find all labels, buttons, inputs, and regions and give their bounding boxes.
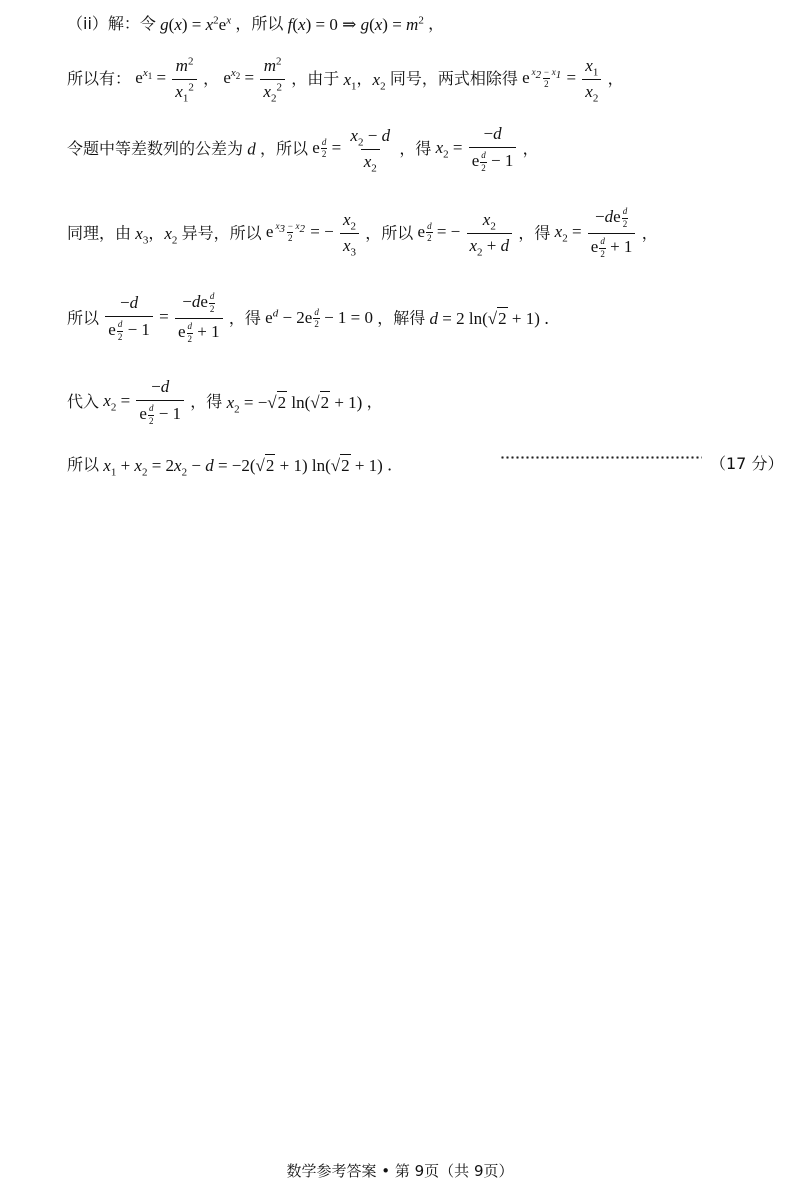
formula-x2-first: $x_2$ = −d e $\frac{d}{2}$ − 1 — [436, 138, 523, 157]
line5-end: ． — [544, 308, 561, 328]
solution-line-7 — [67, 455, 404, 478]
formula-ratio: e $\frac{x_2 - x_1}{2}$ = $\frac{x_1}{x_2}$ — [522, 68, 608, 87]
formula-d-value: d = 2 ln(√2 + 1) — [429, 308, 540, 328]
line3-end: ， — [522, 139, 539, 159]
line4-sep: ， — [148, 223, 165, 243]
solution-line-5 — [67, 292, 560, 345]
formula-e-d-half: e $\frac{d}{2}$ = $\frac{x_2 - d}{x_2}$ — [312, 126, 391, 175]
line7-prefix: 所以 — [67, 455, 100, 475]
solution-line-3 — [67, 125, 539, 173]
var-x2-b: $x_2$ — [164, 223, 178, 247]
line2-prefix: 所以有： — [67, 69, 132, 89]
var-x1: $x_1$ — [343, 69, 357, 93]
formula-g-definition: $g(x) = x^2e^x$ — [160, 13, 232, 34]
formula-f-equiv-g: f(x) = 0 ⇒ $g(x) = m^2$ — [287, 13, 424, 34]
line3-mid2: ，得 — [399, 139, 432, 159]
solution-line-1 — [67, 14, 444, 33]
line1-prefix: （ii）解：令 — [67, 14, 156, 34]
line1-mid: ，所以 — [235, 14, 284, 34]
line6-end: ， — [366, 392, 383, 412]
line4-mid3: ，得 — [518, 223, 551, 243]
line2-comma: ， — [203, 69, 220, 89]
line4-mid1: 异号，所以 — [181, 223, 262, 243]
line6-prefix: 代入 — [67, 392, 100, 412]
formula-e-d-half-2: e $\frac{d}{2}$ = − $\frac{x_2}{x_2 + d}$ — [418, 222, 519, 241]
var-x3: $x_3$ — [135, 223, 149, 247]
formula-equation-d: $e^d - 2e$ $\frac{d}{2}$ − 1 = 0 — [265, 306, 374, 329]
formula-x2-substitute: $x_2$ = −d e $\frac{d}{2}$ − 1 — [103, 391, 190, 410]
line5-mid1: ，得 — [228, 308, 261, 328]
line2-mid1: ，由于 — [291, 69, 340, 89]
formula-final: $x_1 + x_2 = 2x_2 - d = -2(√2 + 1) \ln(√2 + 1)$ — [103, 455, 383, 478]
line5-prefix: 所以 — [67, 308, 100, 328]
formula-ratio-2: e $\frac{x_3 - x_2}{2}$ = − $\frac{x_2}{x_3}$ — [266, 222, 365, 241]
var-x2: $x_2$ — [372, 69, 386, 93]
solution-line-2 — [67, 55, 624, 105]
line5-mid2: ，解得 — [377, 308, 426, 328]
var-d: d — [247, 139, 256, 159]
dotted-leader — [500, 456, 702, 459]
line2-end: ， — [607, 69, 624, 89]
line2-sep: ， — [356, 69, 373, 89]
line3-prefix: 令题中等差数列的公差为 — [67, 139, 244, 159]
formula-x2-value: $x_2 = -√2$ ln(√2 + 1) — [226, 392, 363, 416]
solution-line-4 — [67, 207, 658, 260]
line1-end: ， — [428, 14, 445, 34]
line4-end: ， — [641, 223, 658, 243]
formula-x2-second: $x_2$ = −de $\frac{d}{2}$ e $\frac{d}{2}$ + 1 — [555, 222, 642, 241]
score-label: （17 分） — [710, 454, 784, 473]
line2-mid2: 同号，两式相除得 — [389, 69, 518, 89]
formula-ex2: $e^{x_2}$ = $\frac{m^2}{x_2^2}$ — [223, 68, 291, 87]
line4-mid2: ，所以 — [365, 223, 414, 243]
formula-equate: −d e $\frac{d}{2}$ − 1 = −de $\frac{d}{2}$ e $\frac{d}{2}$ + 1 — [103, 307, 229, 326]
line4-prefix: 同理，由 — [67, 223, 132, 243]
line7-end: ． — [387, 455, 404, 475]
solution-line-6 — [67, 378, 383, 426]
line6-mid: ，得 — [190, 392, 223, 412]
page-footer: 数学参考答案 • 第 9页（共 9页） — [286, 1162, 514, 1180]
formula-ex1: $e^{x_1}$ = $\frac{m^2}{x_1^2}$ — [135, 68, 203, 87]
line3-mid1: ，所以 — [260, 139, 309, 159]
